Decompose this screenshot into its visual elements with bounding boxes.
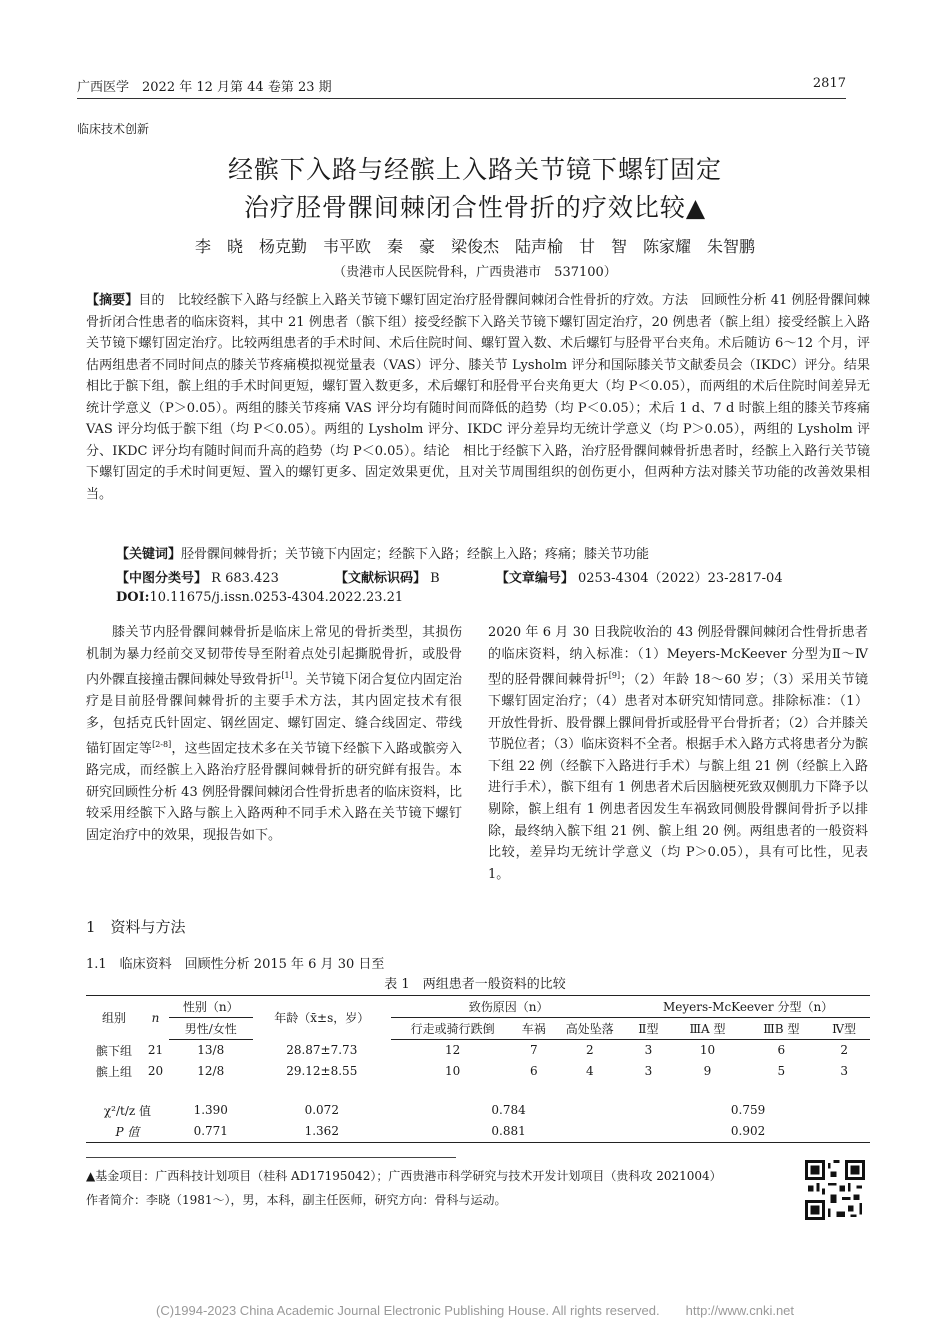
intro-text-a: 膝关节内胫骨髁间棘骨折是临床上常见的骨折类型，其损伤机制为暴力经前交叉韧带传导至附着点处引起撕脱骨折，或股骨内外髁直接撞击髁间棘处导致骨折: [86, 625, 462, 688]
th-mm-4: Ⅳ型: [818, 1018, 870, 1040]
ref-9: [9]: [608, 671, 621, 681]
th-n: n: [142, 996, 169, 1040]
cell-stat-age: 1.362: [253, 1121, 392, 1143]
th-sex-sub: 男性/女性: [169, 1018, 253, 1040]
methods-text-b: ；（2）年龄 18～60 岁；（3）采用关节镜下螺钉固定治疗；（4）患者对本研究知情同意。排除标准：（1）开放性骨折、股骨髁上髁间骨折或胫骨平台骨折者；（2）合并膝关节脱位者；（3）临床资料不全者。根据手术入路方式将患者分为髌下组 22 例（经髌下入路进行手术）与髌上组 21 例（经髌上入路进行手术），髌下组有 1 例患者术后因脑梗死致双侧肌力下降予以剔除，髌上组有 1 例患者因发生车祸致同侧股骨髁间骨折予以排除，最终纳入髌下组 21 例、髌上组 20 例。两组患者的一般资料比较，差异均无统计学意义（均 P＞0.05），具有可比性，见表 1。: [488, 672, 868, 882]
th-cause: 致伤原因（n）: [391, 996, 626, 1018]
th-group: 组别: [86, 996, 142, 1040]
table-row: [86, 1061, 870, 1082]
keywords: [116, 544, 649, 566]
journal-issue: 广西医学 2022 年 12 月第 44 卷第 23 期: [77, 80, 332, 95]
page-number: 2817: [812, 76, 846, 91]
table1-title: 表 1 两组患者一般资料的比较: [384, 977, 566, 992]
cell-sex: 13/8: [197, 1043, 225, 1058]
th-sex: 性别（n）: [169, 996, 253, 1018]
cell-stat-age: 0.072: [304, 1103, 339, 1117]
cell-stat-mm: 0.759: [730, 1103, 766, 1117]
cell-mm-3a: 9: [703, 1064, 712, 1078]
th-cause-car: 车祸: [514, 1018, 553, 1040]
cell-mm-2: 3: [644, 1064, 653, 1078]
cell-cause-height: 2: [585, 1043, 594, 1058]
subsection-heading: 1.1 临床资料 回顾性分析 2015 年 6 月 30 日至: [86, 957, 385, 972]
abstract: [86, 290, 884, 505]
footnotes: [86, 1164, 786, 1212]
cell-sex: 12/8: [197, 1064, 225, 1078]
clc-value: R 683.423: [211, 571, 279, 586]
cell-age: 29.12±8.55: [286, 1064, 358, 1078]
th-mm: Meyers-McKeever 分型（n）: [626, 996, 870, 1018]
copyright-notice: (C)1994-2023 China Academic Journal Electronic Publishing House. All rights reserved. http://www.cnki.net: [155, 1303, 795, 1318]
th-mm-3a: ⅢA 型: [671, 1018, 745, 1040]
body-right-column: [488, 622, 868, 885]
abstract-text: 目的 比较经髌下入路与经髌上入路关节镜下螺钉固定治疗胫骨髁间棘闭合性骨折的疗效。方法 回顾性分析 41 例胫骨髁间棘骨折闭合性患者的临床资料，其中 21 例患者（髌下组）接受经髌下入路关节镜下螺钉固定治疗，20 例患者（髌上组）接受经髌上入路关节镜下螺钉固定治疗。比较两组患者的手术时间、术后住院时间、螺钉置入数、术后螺钉与胫骨平台夹角。术后随访 6～12 个月，评估两组患者不同时间点的膝关节疼痛模拟视觉量表（VAS）评分、膝关节 Lysholm 评分和国际膝关节文献委员会（IKDC）评分。结果 相比于髌下组，髌上组的手术时间更短，螺钉置入数更多，术后螺钉和胫骨平台夹角更大（均 P＜0.05），而两组的术后住院时间差异无统计学意义（P＞0.05）。两组的膝关节疼痛 VAS 评分均有随时间而降低的趋势（均 P＜0.05）；术后 1 d、7 d 时髌上组的膝关节疼痛 VAS 评分均低于髌下组（均 P＜0.05）。两组的 Lysholm 评分、IKDC 评分差异均无统计学意义（均 P＞0.05），两组的 Lysholm 评分、IKDC 评分均有随时间而升高的趋势（均 P＜0.05）。结论 相比于经髌下入路，治疗胫骨髁间棘骨折患者时，经髌上入路行关节镜下螺钉固定的手术时间更短、置入的螺钉更多、固定效果更优，且对关节周围组织的创伤更小，但两种方法对膝关节功能的改善效果相当。: [86, 293, 884, 502]
cell-mm-3b: 6: [777, 1043, 786, 1058]
cell-cause-car: 7: [529, 1043, 538, 1058]
ref-2-8: [2-8]: [152, 740, 172, 750]
section-heading: 1 资料与方法: [86, 918, 186, 936]
doi: [116, 590, 403, 605]
th-mm-2: Ⅱ型: [626, 1018, 670, 1040]
doi-label: DOI:: [116, 590, 150, 605]
cell-mm-3b: 5: [777, 1064, 786, 1078]
doi-value: 10.11675/j.issn.0253-4304.2022.23.21: [149, 590, 404, 605]
column-label: 临床技术创新: [77, 122, 150, 136]
table1: [86, 995, 870, 1143]
methods-text-a: 2020 年 6 月 30 日我院收治的 43 例胫骨髁间棘闭合性骨折患者的临床资料，纳入标准：（1）Meyers-McKeever 分型为Ⅱ～Ⅳ型的胫骨髁间棘骨折: [488, 625, 868, 688]
title-line-1: 经髌下入路与经髌上入路关节镜下螺钉固定: [227, 155, 722, 184]
cell-mm-2: 3: [644, 1043, 653, 1058]
cell-stat-sex: 0.771: [169, 1121, 253, 1143]
affiliation: （贵港市人民医院骨科，广西贵港市 537100）: [333, 265, 617, 280]
cell-group: 髌上组: [95, 1064, 132, 1079]
doc-code-value: B: [430, 571, 440, 586]
cell-mm-4: 3: [840, 1064, 848, 1078]
cell-cause-car: 6: [529, 1064, 538, 1078]
fund-note: ▲基金项目：广西科技计划项目（桂科 AD17195042）；广西贵港市科学研究与技术开发计划项目（贵科攻 2021004）: [86, 1169, 722, 1183]
table-row: [86, 1121, 870, 1143]
qr-code-icon: [805, 1160, 865, 1220]
author-note: 作者简介：李晓（1981～），男，本科，副主任医师，研究方向：骨科与运动。: [86, 1193, 507, 1207]
cell-n: 20: [147, 1064, 164, 1078]
authors: 李 晓 杨克勤 韦平欧 秦 豪 梁俊杰 陆声榆 甘 智 陈家耀 朱智鹏: [194, 237, 755, 256]
clc-label: 【中图分类号】: [116, 571, 208, 586]
classification-line: [116, 567, 835, 586]
cell-mm-4: 2: [840, 1043, 848, 1058]
abstract-label: 【摘要】: [86, 293, 139, 308]
th-age: 年龄（x̄±s，岁）: [253, 996, 392, 1040]
article-no-label: 【文章编号】: [495, 571, 574, 586]
footnote-divider: [86, 1157, 456, 1158]
article-no-value: 0253-4304（2022）23-2817-04: [578, 571, 783, 586]
cell-mm-3a: 10: [699, 1043, 716, 1058]
cell-stat-mm: 0.902: [626, 1121, 870, 1143]
cell-group: 髌下组: [95, 1043, 132, 1058]
table-row: [86, 1100, 870, 1121]
cell-n: 21: [147, 1043, 164, 1057]
th-cause-height: 高处坠落: [553, 1018, 626, 1040]
cell-stat-label: χ²/t/z 值: [103, 1103, 152, 1118]
running-header: [77, 76, 846, 99]
keywords-text: 胫骨髁间棘骨折；关节镜下内固定；经髌下入路；经髌上入路；疼痛；膝关节功能: [181, 547, 650, 562]
th-cause-fall: 行走或骑行跌倒: [391, 1018, 514, 1040]
table-row: [86, 1040, 870, 1061]
th-mm-3b: ⅢB 型: [744, 1018, 818, 1040]
cell-cause-fall: 12: [444, 1043, 461, 1058]
body-left-column: [86, 622, 462, 847]
cell-stat-cause: 0.784: [491, 1103, 526, 1117]
cell-cause-fall: 10: [444, 1064, 461, 1078]
cell-cause-height: 4: [585, 1064, 594, 1078]
intro-text-b: 。关节镜下闭合复位内固定治疗是目前胫骨髁间棘骨折的主要手术方法，其内固定技术有很多，包括克氏针固定、钢丝固定、螺钉固定、缝合线固定、带线锚钉固定等: [86, 672, 462, 757]
cell-age: 28.87±7.73: [286, 1043, 358, 1057]
ref-1: [1]: [281, 671, 293, 681]
doc-code-label: 【文献标识码】: [334, 571, 426, 586]
title-line-2: 治疗胫骨髁间棘闭合性骨折的疗效比较▲: [243, 193, 707, 222]
intro-text-c: ，这些固定技术多在关节镜下经髌下入路或髌旁入路完成，而经髌上入路治疗胫骨髁间棘骨折的研究鲜有报告。本研究回顾性分析 43 例胫骨髁间棘闭合性骨折患者的临床资料，比较采用经髌下入路与髌上入路两种不同手术入路在关节镜下螺钉固定治疗中的效果，现报告如下。: [86, 741, 462, 843]
cell-stat-sex: 1.390: [193, 1103, 228, 1117]
cell-stat-label: P 值: [86, 1121, 169, 1143]
cell-stat-cause: 0.881: [391, 1121, 626, 1143]
keywords-label: 【关键词】: [116, 547, 182, 562]
